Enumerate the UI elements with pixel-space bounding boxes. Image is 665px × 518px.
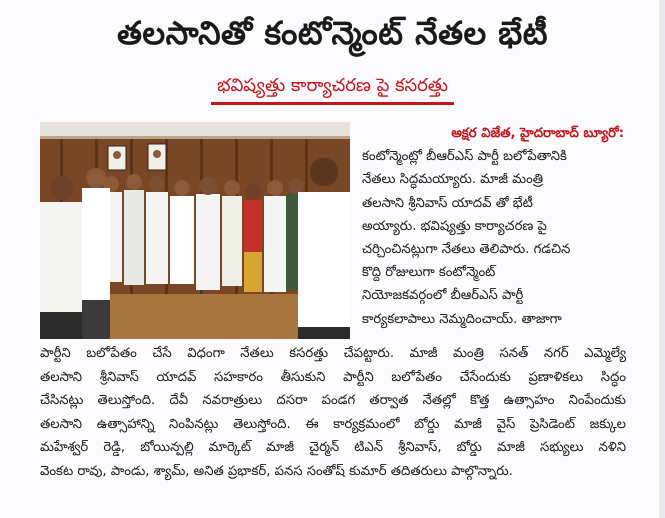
subheadline-container — [0, 72, 665, 106]
group-photo-illustration — [40, 122, 350, 339]
body-line: తలసాని ఉత్సాహాన్ని నింపినట్లు తెలుస్తోంది. ఈ కార్యక్రమంలో బోర్డు మాజీ వైస్ ప్రెసిడెంట్ జక్కుల — [40, 416, 626, 432]
body-line: చేసినట్లు తెలుస్తోంది. దేవీ నవరాత్రులు దసరా పండగ తర్వాత నేతల్లో కొత్త ఉత్సాహం నింపేందుకు — [40, 393, 626, 409]
body-line: కొద్ది రోజులుగా కంటోన్మెంట్ — [362, 265, 496, 281]
body-line: కంటోన్మెంట్లో బీఆర్ఎస్ పార్టీ బలోపేతానికి — [362, 149, 567, 165]
body-line: నేతలు సిద్ధమయ్యారు. మాజీ మంత్రి — [362, 172, 544, 188]
body-line: కార్యకలాపాలు నెమ్మదించాయ్. తాజాగా — [362, 311, 562, 327]
body-line: నియోజకవర్గంలో బీఆర్ఎస్ పార్టీ — [362, 288, 524, 304]
article-body-bottom — [40, 342, 626, 484]
group-photo — [40, 122, 350, 339]
body-line: అయ్యారు. భవిష్యత్తు కార్యాచరణ పై — [362, 218, 547, 234]
article-body-top — [362, 122, 624, 331]
headline: తలసానితో కంటోన్మెంట్ నేతల భేటీ — [116, 14, 548, 52]
body-line: చర్చించినట్లుగా నేతలు తెలిపారు. గడచిన — [362, 242, 571, 258]
body-line: తలసాని శ్రీనివాస్ యాదవ్ సహకారం తీసుకుని పార్టీని బలోపేతం చేసేందుకు ప్రణాళికలు సిద్ధం — [40, 369, 626, 385]
body-line: తలసాని శ్రీనివాస్ యాదవ్ తో భేటీ — [362, 195, 533, 211]
body-line: వెంకట రావు, పాండు, శ్యామ్, అనిత ప్రభాకర్, పనస సంతోష్ కుమార్ తదితరులు పాల్గొన్నారు. — [40, 463, 513, 479]
byline: అక్షర విజేత, హైదరాబాద్ బ్యూరో: — [451, 126, 624, 141]
subheadline: భవిష్యత్తు కార్యాచరణ పై కసరత్తు — [211, 72, 454, 105]
body-line: మహేశ్వర్ రెడ్డి, బోయిన్పల్లి మార్కెట్ మాజీ చైర్మన్ టిఎన్ శ్రీనివాస్, బోర్డు మాజీ సభ్యులు నళిని — [40, 440, 626, 456]
body-line: పార్టీని బలోపేతం చేసే విధంగా నేతలు కసరత్తు చేపట్టారు. మాజీ మంత్రి సనత్ నగర్ ఎమ్మెల్యే — [40, 346, 626, 361]
